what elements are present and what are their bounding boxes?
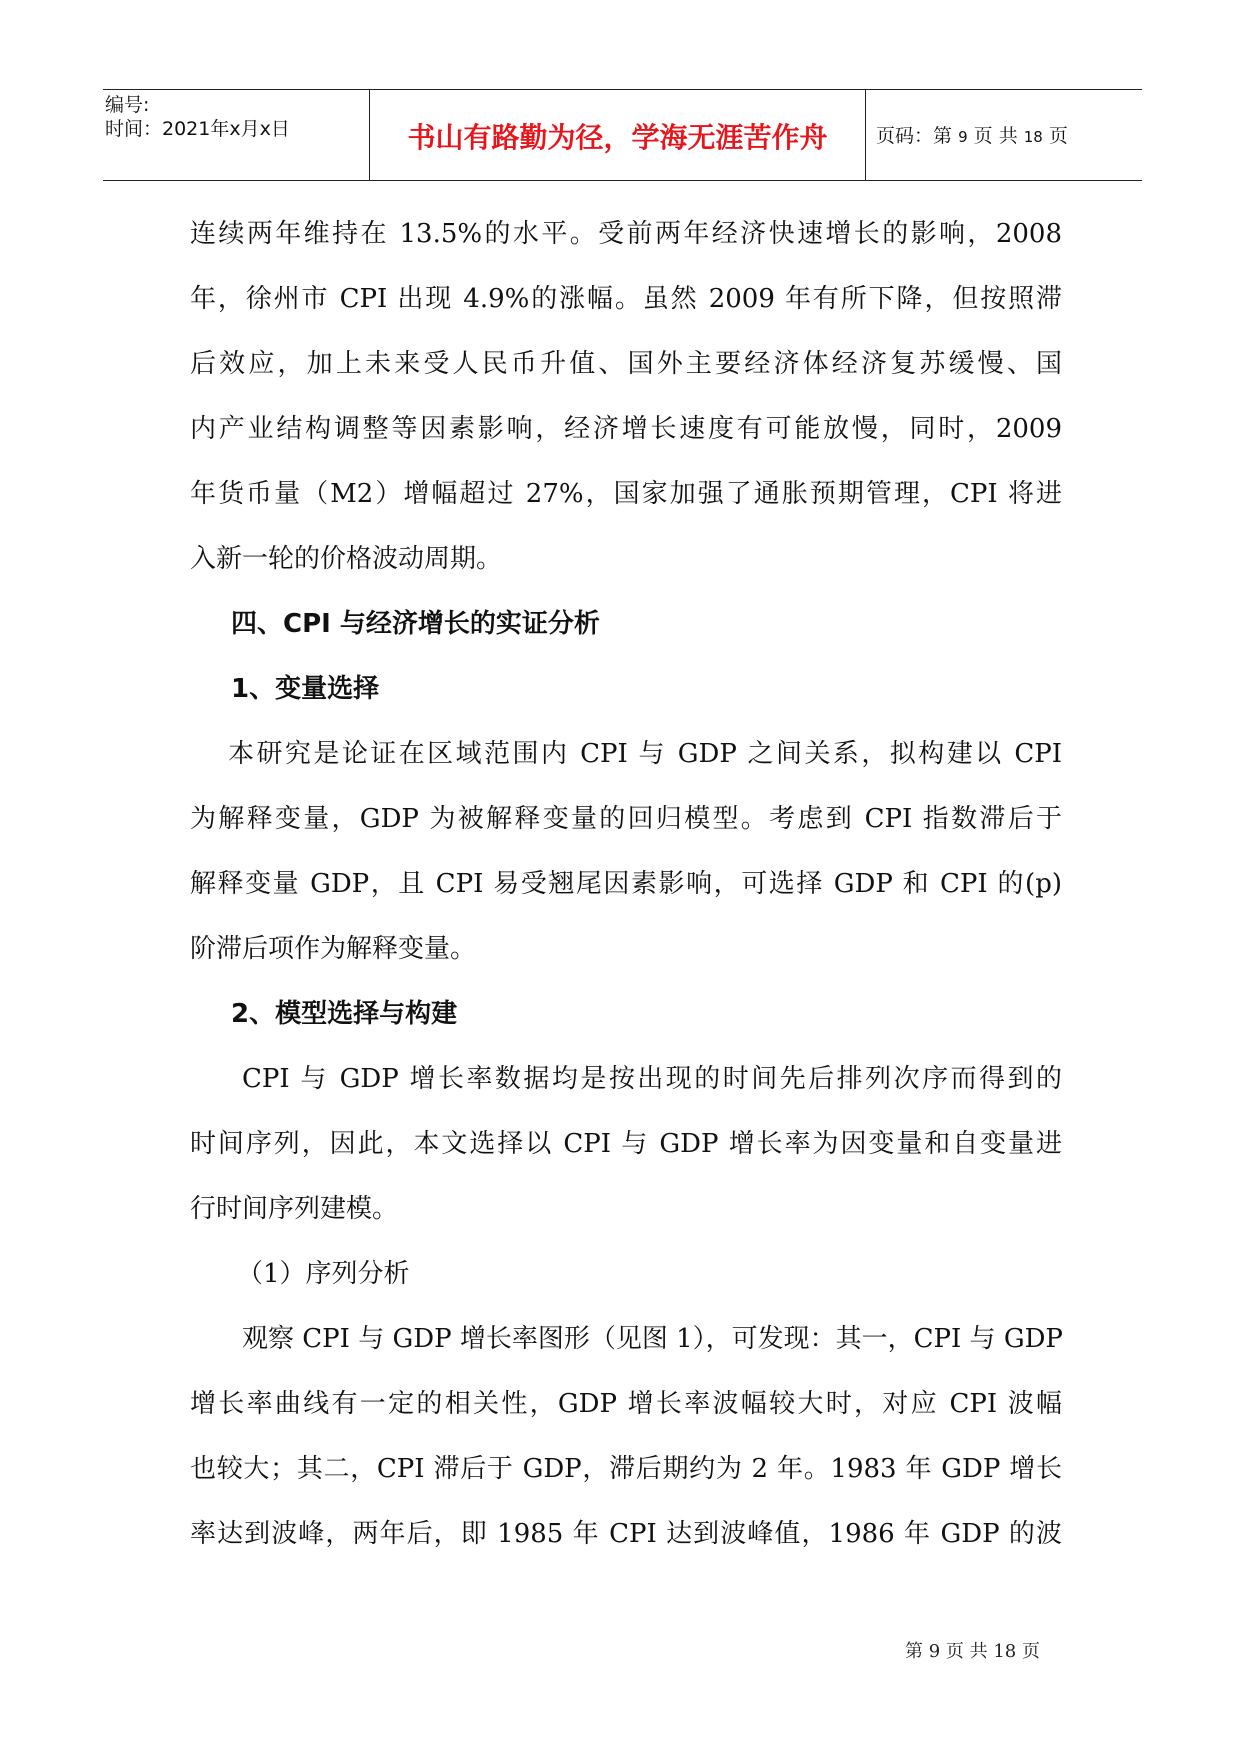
page-footer: 第 9 页 共 18 页: [905, 1641, 1040, 1662]
header-number-label: 编号:: [105, 94, 150, 116]
header-motto-cell: [370, 90, 866, 180]
body-line: 增长率曲线有一定的相关性，GDP 增长率波幅较大时，对应 CPI 波幅: [190, 1389, 1062, 1419]
header-time-label: 时间：2021年x月x日: [105, 118, 290, 140]
body-line: 为解释变量，GDP 为被解释变量的回归模型。考虑到 CPI 指数滞后于: [190, 804, 1062, 834]
header-page-total: 18: [1023, 128, 1043, 146]
header-page-number: [876, 124, 1068, 149]
sub-subsection-heading: （1）序列分析: [237, 1259, 410, 1289]
body-line: 后效应，加上未来受人民币升值、国外主要经济体经济复苏缓慢、国: [190, 349, 1062, 379]
page-header: [103, 89, 1142, 181]
body-line: 连续两年维持在 13.5%的水平。受前两年经济快速增长的影响，2008: [190, 219, 1062, 249]
header-page-suffix: 页: [1048, 125, 1068, 147]
header-page-current: 9: [958, 128, 968, 146]
body-line: 内产业结构调整等因素影响，经济增长速度有可能放慢，同时，2009: [190, 414, 1062, 444]
section-heading: 四、CPI 与经济增长的实证分析: [231, 609, 600, 639]
body-line: 年货币量（M2）增幅超过 27%，国家加强了通胀预期管理，CPI 将进: [190, 479, 1062, 509]
header-motto: 书山有路勤为径，学海无涯苦作舟: [407, 121, 828, 154]
header-page-middle: 页 共: [973, 125, 1018, 147]
body-line: 本研究是论证在区域范围内 CPI 与 GDP 之间关系，拟构建以 CPI: [228, 739, 1062, 769]
body-line: 时间序列，因此，本文选择以 CPI 与 GDP 增长率为因变量和自变量进: [190, 1129, 1062, 1159]
document-body: [190, 217, 1062, 1582]
body-line: 行时间序列建模。: [190, 1194, 399, 1224]
header-meta-cell: [103, 90, 370, 180]
body-line: 入新一轮的价格波动周期。: [190, 544, 503, 574]
subsection-heading: 1、变量选择: [231, 674, 380, 704]
body-line: 也较大；其二，CPI 滞后于 GDP，滞后期约为 2 年。1983 年 GDP 增长: [190, 1454, 1062, 1484]
body-line: 观察 CPI 与 GDP 增长率图形（见图 1），可发现：其一，CPI 与 GDP: [242, 1324, 1063, 1354]
body-line: CPI 与 GDP 增长率数据均是按出现的时间先后排列次序而得到的: [242, 1064, 1062, 1094]
subsection-heading: 2、模型选择与构建: [231, 999, 458, 1029]
body-line: 年，徐州市 CPI 出现 4.9%的涨幅。虽然 2009 年有所下降，但按照滞: [190, 284, 1062, 314]
body-line: 解释变量 GDP，且 CPI 易受翘尾因素影响，可选择 GDP 和 CPI 的(p): [190, 869, 1062, 899]
body-line: 率达到波峰，两年后，即 1985 年 CPI 达到波峰值，1986 年 GDP 的波: [190, 1519, 1062, 1549]
header-page-cell: [866, 90, 1142, 180]
body-line: 阶滞后项作为解释变量。: [190, 934, 477, 964]
header-page-prefix: 页码：第: [876, 125, 953, 147]
